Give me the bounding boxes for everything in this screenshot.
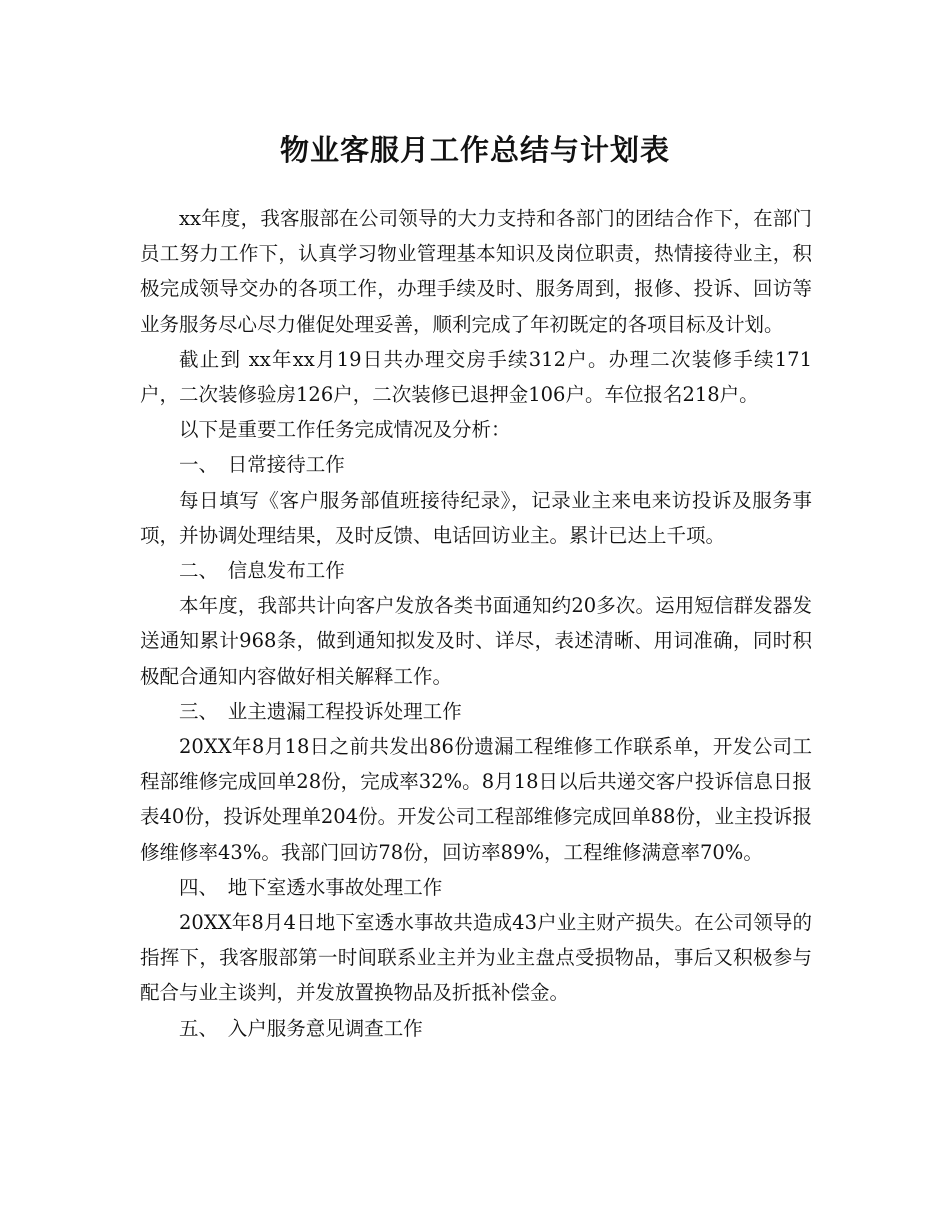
tasks-intro-paragraph: 以下是重要工作任务完成情况及分析：	[179, 418, 511, 442]
document-body	[140, 201, 812, 1046]
document-title: 物业客服月工作总结与计划表	[279, 133, 670, 167]
section-heading-survey: 五、 入户服务意见调查工作	[179, 1016, 423, 1040]
intro-paragraph: xx年度，我客服部在公司领导的大力支持和各部门的团结合作下，在部门员工努力工作下，认真学习物业管理基本知识及岗位职责，热情接待业主，积极完成领导交办的各项工作，办理手续及时、服务周到，报修、投诉、回访等业务服务尽心尽力催促处理妥善，顺利完成了年初既定的各项目标及计划。	[140, 207, 812, 336]
statistics-paragraph: 截止到 xx年xx月19日共办理交房手续312户。办理二次装修手续171户，二次装修验房126户，二次装修已退押金106户。车位报名218户。	[140, 347, 812, 407]
complaints-paragraph: 20XX年8月18日之前共发出86份遗漏工程维修工作联系单，开发公司工程部维修完成回单28份，完成率32%。8月18日以后共递交客户投诉信息日报表40份，投诉处理单204份。开发公司工程部维修完成回单88份，业主投诉报修维修率43%。我部门回访78份，回访率89%，工程维修满意率70%。	[140, 735, 812, 864]
section-heading-complaints: 三、 业主遗漏工程投诉处理工作	[179, 699, 462, 723]
section-heading-info-release: 二、 信息发布工作	[179, 559, 345, 583]
reception-paragraph: 每日填写《客户服务部值班接待纪录》，记录业主来电来访投诉及服务事项，并协调处理结果，及时反馈、电话回访业主。累计已达上千项。	[140, 488, 812, 547]
basement-flood-paragraph: 20XX年8月4日地下室透水事故共造成43户业主财产损失。在公司领导的指挥下，我客服部第一时间联系业主并为业主盘点受损物品，事后又积极参与配合与业主谈判，并发放置换物品及折抵补偿金。	[140, 911, 812, 1005]
info-release-paragraph: 本年度，我部共计向客户发放各类书面通知约20多次。运用短信群发器发送通知累计968条，做到通知拟发及时、详尽，表述清晰、用词准确，同时积极配合通知内容做好相关解释工作。	[140, 594, 812, 688]
section-heading-basement-flood: 四、 地下室透水事故处理工作	[179, 875, 443, 899]
section-heading-reception: 一、 日常接待工作	[179, 453, 345, 477]
